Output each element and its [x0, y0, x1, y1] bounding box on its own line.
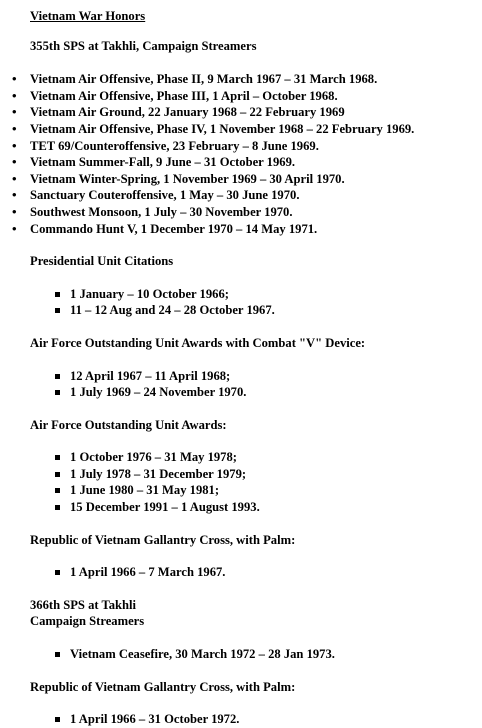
list-item: 11 – 12 Aug and 24 – 28 October 1967. [0, 302, 482, 319]
list-item: Vietnam Ceasefire, 30 March 1972 – 28 Jan 1973. [0, 646, 482, 663]
list-item: 1 July 1978 – 31 December 1979; [0, 466, 482, 483]
unit-366-streamer-list [0, 646, 482, 663]
afoua-heading: Air Force Outstanding Unit Awards: [30, 417, 227, 432]
list-item: • Vietnam Air Offensive, Phase III, 1 April – October 1968. [0, 88, 482, 105]
unit-355-heading: 355th SPS at Takhli, Campaign Streamers [30, 38, 257, 53]
document [0, 8, 482, 728]
list-item: • TET 69/Counteroffensive, 23 February – 8 June 1969. [0, 138, 482, 155]
list-item: 1 April 1966 – 31 October 1972. [0, 711, 482, 728]
list-item: 1 June 1980 – 31 May 1981; [0, 482, 482, 499]
list-item: • Vietnam Air Ground, 22 January 1968 – 22 February 1969 [0, 104, 482, 121]
list-item: • Vietnam Air Offensive, Phase II, 9 March 1967 – 31 March 1968. [0, 71, 482, 88]
list-item: • Vietnam Winter-Spring, 1 November 1969 – 30 April 1970. [0, 171, 482, 188]
list-item: • Vietnam Summer-Fall, 9 June – 31 October 1969. [0, 154, 482, 171]
afoua-combat-v-heading: Air Force Outstanding Unit Awards with Combat "V" Device: [30, 335, 366, 350]
list-item: • Southwest Monsoon, 1 July – 30 November 1970. [0, 204, 482, 221]
list-item: 1 April 1966 – 7 March 1967. [0, 564, 482, 581]
list-item: 12 April 1967 – 11 April 1968; [0, 368, 482, 385]
document-title: Vietnam War Honors [30, 9, 146, 23]
presidential-citations-list [0, 286, 482, 319]
unit-366-heading: 366th SPS at Takhli [30, 597, 137, 612]
list-item: 1 January – 10 October 1966; [0, 286, 482, 303]
list-item: 1 October 1976 – 31 May 1978; [0, 449, 482, 466]
unit-366-gallantry-cross-list [0, 711, 482, 728]
list-item: 15 December 1991 – 1 August 1993. [0, 499, 482, 516]
presidential-citations-heading: Presidential Unit Citations [30, 254, 174, 269]
unit-355-streamer-list [0, 71, 482, 237]
gallantry-cross-list [0, 564, 482, 581]
unit-366-subheading: Campaign Streamers [30, 614, 145, 629]
unit-366-gallantry-cross-heading: Republic of Vietnam Gallantry Cross, with Palm: [30, 679, 296, 694]
list-item: • Sanctuary Couteroffensive, 1 May – 30 June 1970. [0, 187, 482, 204]
gallantry-cross-heading: Republic of Vietnam Gallantry Cross, with Palm: [30, 532, 296, 547]
list-item: 1 July 1969 – 24 November 1970. [0, 384, 482, 401]
list-item: • Vietnam Air Offensive, Phase IV, 1 November 1968 – 22 February 1969. [0, 121, 482, 138]
afoua-combat-v-list [0, 368, 482, 401]
afoua-list [0, 449, 482, 515]
list-item: • Commando Hunt V, 1 December 1970 – 14 May 1971. [0, 221, 482, 238]
